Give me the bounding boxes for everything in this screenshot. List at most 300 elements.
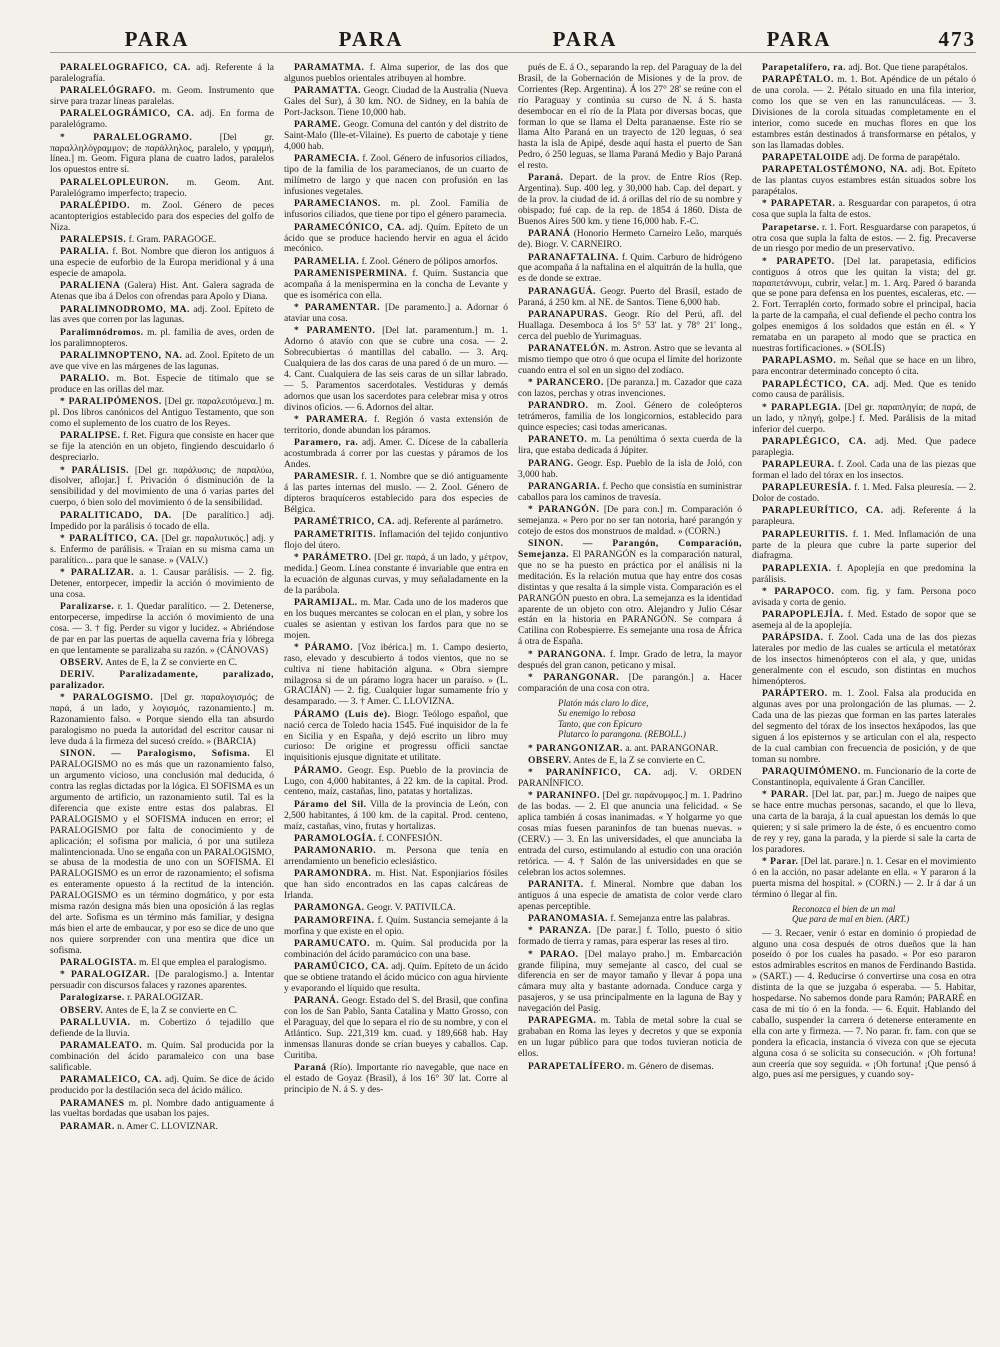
entry-headword: PARALELOGRÁFICO, CA. (60, 63, 191, 73)
entry-definition: adj. En forma de paralelógramo. (50, 109, 274, 131)
entry-definition: adj. De forma de parapétalo. (851, 153, 960, 164)
entry-definition: m. La penúltima ó sexta cuerda de la lira, que estaba dedicada á Júpiter. (518, 435, 742, 457)
entry-headword: PARAPLEXIA. (762, 563, 832, 574)
running-head-col-3: PARA (552, 27, 618, 51)
entry-definition: Geogr. Puerto del Brasil, estado de Paraná, á 250 km. al NE. de Santos. Tiene 6,000 hab. (518, 286, 742, 308)
entry-definition: f. Quím. Carburo de hidrógeno que acompaña á la naftalina en el alquitrán de la hulla, que es de donde se extrae. (518, 252, 742, 285)
entry-definition: [Del lat. parapetasia, edificios contiguos á otros que les quitan la vista; del gr. παραπετάννυμι, cubrir, velar.] m. 1. Arq. Pared ó baranda que se pone para defensa en los puentes, escaleras, etc. — 2. Fort. Terraplén corto, formado sobre el principal, hacia la parte de la campaña, el cual defiende el pecho contra los golpes enemigos á los soldados que están en él. « Y remataba en un parapeto al modo que se practica en nuestras fortificaciones. » (SOLÍS) (752, 256, 976, 354)
dictionary-entry (752, 587, 976, 609)
entry-definition: [Del gr. παραλληλόγραμμον; de παράλληλος, paralelo, y γραμμή, línea.] m. Geom. Figura plana de cuatro lados, paralelos los opuestos entre sí. (50, 132, 274, 176)
running-head (50, 22, 976, 53)
entry-definition: [De parar.] f. Tollo, puesto ó sitio formado de tierra y ramas, para esperar las reses al tiro. (518, 926, 742, 948)
entry-headword: PARALIENA (60, 281, 121, 292)
entry-headword: PARALOGISTA. (60, 957, 137, 968)
entry-definition: f. Zool. Cada una de las dos piezas laterales por medio de las cuales se articula el metatórax de los insectos himenópteros con el ala, y que, unidas generalmente con el escudo, son distintas en muchos himenópteros. (752, 633, 976, 687)
entry-headword: PARAPLÉCTICO, CA. (762, 379, 870, 390)
entry-definition: f. Zool. Género de infusorios ciliados, tipo de la familia de los paramecianos, de un cuarto de milímetro de largo y que nacen con profusión en las infusiones vegetales. (284, 154, 508, 198)
entry-definition: m. Geom. Ant. Paralelógramo imperfecto; trapecio. (50, 177, 274, 199)
dictionary-entry (518, 435, 742, 457)
entry-definition: Geogr. Comuna del cantón y del distrito de Saint-Malo (Ille-et-Vilaine). Es puerto de cabotaje y tiene 4,000 hab. (284, 120, 508, 153)
dictionary-entry (284, 269, 508, 302)
dictionary-entry (284, 303, 508, 325)
entry-definition: f. Alma superior, de las dos que algunos pueblos orientales atribuyen al hombre. (284, 63, 508, 84)
entry-definition: pués de E. á O., separando la rep. del Paraguay de la del Brasil, de la Gobernación de Misiones y de la prov. de Corrientes (Rep. Argentina). Á los 27° 28' se reúne con el río Paraguay y continúa su curso de N. á S. hasta desembocar en el río de la Plata por diversas bocas, que forman lo que se llama el Delta paranaense. Este río se llama Alto Paraná en un trayecto de 120 leguas, ó sea hasta la isla de Apipé, desde aquí hasta el puerto de San Pedro, ó 250 leguas, se llama Paraná Medio y Bajo Paraná el resto. (518, 63, 742, 172)
entry-definition: r. PARALOGIZAR. (127, 993, 204, 1004)
entry-headword: PARAMIJAL. (294, 597, 358, 608)
dictionary-entry (284, 939, 508, 961)
dictionary-entry (518, 950, 742, 1015)
dictionary-entry (284, 962, 508, 995)
entry-definition: m. 1. Bot. Apéndice de un pétalo ó de una corola. — 2. Pétalo situado en una fila interior, como los que se ven en las ranunculáceas. — 3. Divisiones de la corola situadas completamente en el interior, como sucede en muchas flores en que los estambres están destinados á transformarse en pétalos, y son las llamadas dobles. (752, 75, 976, 151)
dictionary-entry (752, 483, 976, 505)
entry-headword: PARALITICADO, DA. (60, 510, 172, 521)
dictionary-entry (284, 120, 508, 153)
entry-definition: [Del gr. παράλυσις; de παραλύω, disolver, aflojar.] f. Privación ó disminución de la sensibilidad y del movimiento de una ó varias partes del cuerpo, ó bien solo del movimiento ó de la sensibilidad. (50, 465, 274, 509)
entry-headword: PARAPLEURESÍA. (762, 483, 852, 494)
entry-headword: * PARALIZAR. (60, 567, 135, 578)
entry-definition: m. 1. Zool. Falsa ala producida en algunas aves por una prolongación de las plumas. — 2. Cada una de las piezas que forman en las partes laterales del segmento del tórax de los insectos hexápodos, las que siguen á los episternos y se articulan con el ala, respecto de la cual cambian con frecuencia de posición, y de que toman su nombre. (752, 689, 976, 765)
entry-headword: Paraná (294, 1063, 327, 1074)
entry-definition: m. Zool. Género de peces acantopterigios establecido para dos especies del golfo de Niza. (50, 200, 274, 233)
dictionary-entry (50, 749, 274, 956)
entry-headword: OBSERV. (60, 1005, 104, 1016)
entry-definition: f. Zool. Género de pólipos amorfos. (361, 256, 498, 267)
dictionary-entry (752, 530, 976, 563)
dictionary-entry (752, 199, 976, 221)
entry-definition: m. Astron. Astro que se levanta al mismo tiempo que otro ó que ocupa el límite del horizonte cuando entra el sol en un signo del zodíaco. (518, 344, 742, 376)
entry-definition: adj. Quím. Epíteto de un ácido que se obtiene tratando el ácido múcico con agua hirviente y evaporando el líquido que resulta. (284, 962, 508, 994)
columns (50, 63, 976, 1333)
dictionary-entry (284, 199, 508, 221)
entry-headword: PÁRAMO (Luis de). (294, 709, 391, 720)
dictionary-entry (284, 834, 508, 845)
entry-headword: PARANITA. (528, 880, 584, 891)
entry-headword: PARAPETALOSTÉMONO, NA. (762, 165, 908, 176)
entry-headword: PARAMONARIO. (294, 846, 377, 857)
entry-headword: PARAMETRITIS. (294, 529, 377, 540)
entry-headword: PARALIMNOPTENO, NA. (60, 350, 183, 361)
entry-headword: PARALELOGRÁMICO, CA. (60, 109, 195, 120)
entry-headword: * PÁRAMO. (294, 642, 354, 653)
entry-headword: PARAPLEURA. (762, 460, 835, 471)
dictionary-entry (518, 287, 742, 309)
entry-definition: m. pl. Zool. Familia de infusorios ciliados, que tiene por tipo el género paramecia. (284, 199, 508, 221)
entry-definition: f. 1. Med. Falsa pleuresía. — 2. Dolor de costado. (752, 483, 976, 505)
entry-headword: * PARALÍTICO, CA. (60, 533, 159, 544)
dictionary-entry (284, 766, 508, 799)
entry-headword: PARAMALEICO, CA. (60, 1075, 162, 1086)
entry-headword: PARÁPTERO. (762, 689, 828, 700)
entry-definition: f. Ret. Figura que consiste en hacer que se fije la atención en un objeto, fingiendo descuidarlo ó despreciarlo. (50, 431, 274, 464)
entry-headword: PARAPLEURÍTICO, CA. (762, 506, 884, 517)
entry-headword: PARALIA. (60, 247, 109, 258)
dictionary-entry (518, 401, 742, 434)
entry-headword: Paramero, ra. (294, 438, 359, 449)
dictionary-entry (518, 1016, 742, 1060)
entry-definition: Geogr. V. PATIVILCA. (366, 903, 456, 914)
entry-headword: PARAMONDRA. (294, 869, 372, 880)
entry-definition: El PARANGÓN es la comparación natural, que no se ha puesto en práctica por el análisis ni la meditación. Es la relación mutua que hay entre dos cosas distintas y que resalta á la simple vista. Comparación es el PARANGÓN puesto en obra. La semejanza es la identidad aparente de un objeto con otro. Alejandro y Julio César están en la historia en PARANGÓN. Se compara á Catilina con Robespierre. Es semejante una rosa de África á otra de España. (518, 550, 742, 648)
dictionary-entry (50, 281, 274, 303)
entry-headword: * PARANGONIZAR. (528, 743, 623, 754)
entry-definition: [Del lat. parare.] n. 1. Cesar en el movimiento ó en la acción, no pasar adelante en ella. « Y pararon á la puerta misma del hospital. » (CORN.) — 2. Ir á dar á un término ó llegar al fin. (752, 857, 976, 900)
dictionary-entry (518, 459, 742, 481)
entry-headword: * PARALOGISMO. (60, 693, 154, 704)
entry-definition: ad. Zool. Epíteto de un ave que vive en las márgenes de las lagunas. (50, 350, 274, 372)
entry-definition: Depart. de la prov. de Entre Ríos (Rep. Argentina). Sup. 400 leg. y 30,000 hab. Cap. del depart. y de la prov. la ciudad de id. á orillas del río de su nombre y obispado; fué cap. de la rep. de 1854 á 1860. Dista de Buenos Aires 500 km. y tiene 16,000 hab. F.-C. (518, 173, 742, 228)
entry-headword: PARAPLÉGICO, CA. (762, 436, 867, 447)
entry-definition: (Galera) Hist. Ant. Galera sagrada de Atenas que iba á Delos con ofrendas para Apolo y Diana. (50, 281, 274, 303)
entry-definition: adj. Quím. Epíteto de un ácido que se produce haciendo hervir en agua el ácido mecónico. (284, 222, 508, 255)
entry-headword: PARAMOLOGÍA. (294, 833, 377, 844)
column-4 (752, 63, 976, 1333)
entry-definition: f. Región ó vasta extensión de territorio, donde abundan los páramos. (284, 415, 508, 436)
dictionary-entry (518, 229, 742, 251)
entry-headword: Parapetalífero, ra. (762, 63, 846, 73)
entry-headword: PARAPEGMA. (528, 1016, 597, 1027)
dictionary-entry (50, 133, 274, 177)
quoted-verse: Reconozca el bien de un mal Que para de mal en bien. (ART.) (792, 903, 910, 925)
dictionary-entry (284, 800, 508, 833)
dictionary-entry (50, 602, 274, 657)
entry-definition: Geogr. Esp. Pueblo de la isla de Joló, con 3,000 hab. (518, 458, 742, 480)
dictionary-entry (518, 650, 742, 672)
dictionary-entry (50, 247, 274, 280)
entry-definition: [De paramento.] a. Adornar ó ataviar una cosa. (284, 303, 508, 325)
dictionary-entry (752, 165, 976, 198)
entry-definition: Villa de la provincia de León, con 2,500 habitantes, á 100 km. de la capital. Prod. centeno, maíz, castañas, vino, frutas y hortalizas. (284, 799, 508, 832)
dictionary-entry (752, 929, 976, 1082)
entry-headword: PARAPLASMO. (762, 356, 837, 367)
entry-headword: * PARAR. (762, 790, 809, 801)
entry-headword: PARALELOPLEURON. (60, 177, 169, 188)
dictionary-entry (284, 326, 508, 413)
entry-headword: PÁRAMO. (294, 765, 343, 776)
entry-headword: PARAMESIR. (294, 472, 359, 483)
entry-headword: PARAME. (294, 120, 341, 131)
dictionary-entry (50, 374, 274, 396)
entry-definition: adj. Med. Que es tenido como causa de parálisis. (752, 379, 976, 401)
dictionary-entry (284, 1063, 508, 1096)
dictionary-entry (518, 505, 742, 538)
entry-definition: [Del lat. paramentum.] m. 1. Adorno ó atavío con que se cubre una cosa. — 2. Sobrecubiertas ó mantillas del caballo. — 3. Arq. Cualquiera de las dos caras de una pared ó de un muro. — 4. Cant. Cualquiera de las seis caras de un sillar labrado. — 5. Paramentos sacerdotales. Vestiduras y demás adornos que usan los sacerdotes para celebrar misa y otros divinos oficios. — 6. Adornos del altar. (284, 326, 508, 413)
dictionary-entry (50, 1099, 274, 1121)
entry-headword: PARAPETALOIDE (762, 153, 850, 164)
entry-definition: adj. Amer. C. Dícese de la caballería acostumbrada á correr por las cuestas y páramos de los Andes. (284, 438, 508, 471)
dictionary-entry (752, 153, 976, 164)
entry-headword: * PARANINFO. (528, 791, 601, 802)
entry-definition: adj. V. ORDEN PARANÍNFICO. (518, 768, 742, 790)
entry-definition: r. 1. Fort. Resguardarse con parapetos, ú otra cosa que supla la falta de estos. — 2. fig. Precaverse de un riesgo por medio de un preservativo. (752, 222, 976, 255)
entry-headword: PARAMORFINA. (294, 915, 375, 926)
entry-headword: PARANG. (528, 458, 574, 469)
dictionary-entry (518, 344, 742, 377)
entry-headword: PARALIPSE. (60, 431, 121, 442)
entry-definition: [Del gr. παραλογισμός; de παρά, á un lado, y λογισμός, razonamiento.] m. Razonamiento falso. « Porque siendo ella tan absurdo paralogismo no pueda la autoridad del escritor causar ni leve duda á la firmeza del sucesó creído. » (BARCIA) (50, 693, 274, 748)
dictionary-entry (518, 673, 742, 695)
entry-definition: [Del gr. παραλυτικός.] adj. y s. Enfermo de parálisis. « Traían en su misma cama un paralítico... para que le sanase. » (VALV.) (50, 533, 274, 566)
dictionary-entry (752, 610, 976, 632)
entry-headword: OBSERV. (60, 657, 104, 668)
dictionary-entry (50, 351, 274, 373)
entry-definition: f. Zool. Cada una de las piezas que forman el lado del tórax en los insectos. (752, 460, 976, 481)
dictionary-entry (752, 767, 976, 789)
entry-definition: m. Hist. Nat. Esponjiarios fósiles que han sido encontrados en las capas calcáreas de Irlanda. (284, 869, 508, 902)
dictionary-entry (50, 670, 274, 692)
dictionary-entry (50, 178, 274, 200)
dictionary-entry (284, 903, 508, 914)
entry-headword: PARANETO. (528, 435, 588, 446)
running-head-col-1: PARA (124, 27, 190, 51)
entry-definition: adj. Referente á la paralelografía. (50, 63, 274, 84)
entry-definition: adj. Bot. Que tiene parapétalos. (848, 63, 968, 73)
dictionary-entry (50, 109, 274, 131)
dictionary-entry (752, 356, 976, 378)
entry-definition: f. Med. Estado de sopor que se asemeja al de la apoplejía. (752, 610, 976, 632)
entry-headword: PARALELÓGRAFO. (60, 86, 156, 97)
entry-headword: PARALIMNODROMO, MA. (60, 304, 190, 315)
entry-headword: Paralogizarse. (60, 993, 125, 1004)
entry-headword: Paraná. (528, 173, 564, 184)
entry-headword: PARAPOPLEJÍA. (762, 610, 844, 621)
entry-headword: SINON. — Paralogismo, Sofisma. (60, 749, 251, 760)
entry-headword: * PARANCERO. (528, 378, 604, 389)
entry-definition: [Del gr. παράνυμφος.] m. 1. Padrino de las bodas. — 2. El que anuncia una felicidad. « Se aplica también á cosas inanimadas. « Y holgarme yo que cosas mías fuesen paraninfos de tan buenas nuevas. » (CERV.) — 3. En las universidades, el que anunciaba la entrada del curso, estimulando al estudio con una oración retórica. — 4. † Salón de las universidades en que se celebran los actos solemnes. (518, 791, 742, 878)
dictionary-entry (50, 658, 274, 669)
entry-headword: * PARAMENTAR. (294, 303, 380, 314)
entry-definition: f. Pecho que consistía en suministrar caballos para los caminos de travesía. (518, 481, 742, 503)
entry-definition: [Voz ibérica.] m. 1. Campo desierto, raso, elevado y descubierto á todos vientos, que no se cultiva ni tiene habitación alguna. « Obra siempre milagrosa si de un páramo logra hacer un paraíso. » (L. GRACIÁN) — 2. fig. Cualquier lugar sumamente frío y desamparado. — 3. † Amer. C. LLOVIZNA. (284, 642, 508, 708)
entry-definition: [Del malayo praho.] m. Embarcación grande filipina, muy semejante al casco, del cual se diferencia en ser de mayor tamaño y llevar á popa una cámara muy alta y bastante adornada. Conduce carga y pasajeros, y se usa principalmente en la laguna de Bay y navegación del Pasig. (518, 949, 742, 1015)
dictionary-entry (518, 926, 742, 948)
entry-definition: adj. Bot. Epíteto de las plantas cuyos estambres están situados sobre los parapétalos. (752, 165, 976, 198)
dictionary-entry (518, 1062, 742, 1073)
entry-definition: (Honorio Hermeto Carneiro Leão, marqués de). Biogr. V. CARNEIRO. (518, 229, 742, 251)
entry-definition: f. Bot. Nombre que dieron los antiguos á una especie de euforbio de la Europa meridional y á una especie de amapola. (50, 247, 274, 280)
dictionary-entry (752, 63, 976, 74)
dictionary-entry (752, 403, 976, 436)
entry-definition: [De para con.] m. Comparación ó semejanza. « Pero por no ser tan notoria, haré parangón y cotejo de estos dos monstruos de maldad. » (CORN.) (518, 505, 742, 537)
entry-definition: Geogr. Río del Perú, afl. del Huallaga. Desemboca á los 5° 53' lat. y 78° 21' long., cerca del pueblo de Yurimaguas. (518, 309, 742, 342)
entry-definition: f. 1. Nombre que se dió antiguamente á las partes internas del muslo. — 2. Zool. Género de dípteros braquíceros establecido para dos especies de Bélgica. (284, 472, 508, 516)
entry-headword: * PARALELOGRAMO. (60, 132, 193, 143)
dictionary-entry (284, 530, 508, 552)
entry-headword: * PARAPETO. (762, 256, 835, 267)
dictionary-entry (284, 553, 508, 597)
entry-headword: * PARAO. (528, 949, 579, 960)
dictionary-entry (752, 564, 976, 586)
entry-headword: PARAMECÓNICO, CA. (294, 222, 405, 233)
dictionary-entry (50, 201, 274, 234)
entry-headword: PARALLUVIA. (60, 1018, 131, 1029)
entry-definition: f. Mineral. Nombre que daban los antiguos á una especie de amatista de color verde claro apenas perceptible. (518, 880, 742, 912)
dictionary-entry (752, 460, 976, 482)
entry-headword: PARAPÉTALO. (762, 75, 834, 86)
entry-headword: PARAMECIA. (294, 154, 360, 165)
entry-headword: * PARÁMETRO. (294, 552, 372, 563)
entry-definition: m. Persona que tenía en arrendamiento un beneficio eclesiástico. (284, 846, 508, 868)
entry-definition: m. Bot. Especie de titimalo que se produce en las orillas del mar. (50, 374, 274, 396)
entry-headword: PARAMUCATO. (294, 938, 370, 949)
entry-headword: PARALÉPIDO. (60, 200, 130, 211)
entry-headword: PARANATELÓN. (528, 344, 609, 354)
dictionary-entry (518, 63, 742, 172)
dictionary-entry (50, 1075, 274, 1097)
entry-headword: PARAMECIANOS. (294, 199, 381, 210)
dictionary-entry (752, 857, 976, 901)
entry-headword: * PARAMENTO. (294, 326, 376, 337)
entry-definition: [De paralítico.] adj. Impedido por la parálisis ó tocado de ella. (50, 510, 274, 532)
dictionary-entry (752, 506, 976, 528)
dictionary-entry (50, 397, 274, 430)
dictionary-entry (518, 482, 742, 504)
entry-headword: PARAMENISPERMINA. (294, 269, 408, 280)
entry-headword: PARAMANES (60, 1098, 125, 1109)
entry-headword: PARANGARIA. (528, 481, 601, 492)
dictionary-entry (284, 415, 508, 437)
entry-headword: PARANDRO. (528, 401, 589, 412)
dictionary-entry (284, 223, 508, 256)
entry-definition: El PARALOGISMO no es más que un razonamiento falso, un argumento vicioso, una conclusión mal deducida, ó contra las reglas dictadas por la lógica. El SOFISMA es un argumento de artificio, un razonamiento sutil. Tal es la diferencia que existe entre estas dos palabras. El PARALOGISMO y el SOFISMA inducen en error; el PARALOGISMO por falta de conocimiento y de aplicación; el sofisma por malicia, ó por una sutileza malintencionada. Uno se engaña con un PARALOGISMO, se abusa de la modestia de uno con un SOFISMA. El PARALOGISMO es un error de razonamiento; el sofisma es enteramente opuesto á la rectitud de la intención. PARALOGISMO es un término dogmático, y por esta misma razón designa más bien una oposición á las reglas del arte. Sofisma es un término más familiar, y designa más bien el arte de embaucar, y por eso se dice de uno que nos quiere sorprender con una mentira que dice un sofisma. (50, 749, 274, 956)
entry-definition: m. Zool. Género de coleópteros tetrámeros, familia de los longicornios, establecido para quince especies; casi todas americanas. (518, 401, 742, 434)
entry-headword: Paralizarse. (60, 602, 115, 613)
dictionary-entry (752, 633, 976, 688)
entry-headword: PARANAFTALINA. (528, 252, 619, 263)
entry-definition: [De paranza.] m. Cazador que caza con lazos, perchas y otras invenciones. (518, 378, 742, 400)
dictionary-entry (752, 689, 976, 765)
dictionary-entry (752, 75, 976, 151)
entry-definition: Geogr. Ciudad de la Australia (Nueva Gales del Sur), á 30 km. NO. de Sidney, en la bahía de Port-Jackson. Tiene 10,000 hab. (284, 86, 508, 119)
dictionary-entry (50, 1018, 274, 1040)
entry-headword: PARAPETALÍFERO. (528, 1061, 625, 1072)
dictionary-entry (518, 756, 742, 767)
dictionary-entry (50, 328, 274, 350)
entry-headword: PARAMELIA. (294, 256, 360, 267)
dictionary-entry (50, 235, 274, 246)
dictionary-entry (284, 710, 508, 765)
entry-headword: PARAMALEATO. (60, 1041, 143, 1052)
dictionary-entry (284, 869, 508, 902)
entry-headword: PARAMONGA. (294, 903, 365, 914)
entry-definition: adj. Quím. Se dice de ácido producido por la destilación seca del ácido málico. (50, 1075, 274, 1097)
entry-headword: PARALEPSIS. (60, 234, 127, 245)
entry-headword: PARANOMASIA. (528, 914, 608, 925)
entry-definition: Antes de E, la Z se convierte en C. (105, 657, 238, 668)
entry-definition: m. Tabla de metal sobre la cual se grababan en Roma las leyes y decretos y que se exponía en un lugar público para que todos tuvieran noticia de ellos. (518, 1016, 742, 1060)
entry-headword: * PARANGONAR. (528, 672, 620, 683)
dictionary-entry (518, 310, 742, 343)
running-head-col-4: PARA (766, 27, 832, 51)
dictionary-entry (50, 534, 274, 567)
entry-definition: m. Geom. Instrumento que sirve para trazar líneas paralelas. (50, 86, 274, 108)
entry-definition: — 3. Recaer, venir ó estar en dominio ó propiedad de alguno una cosa después de otros dueños que la han poseído ó por los cuales ha pasado. « Por eso pararon estos admirables escritos en manos de Ferdinando Bastida. » (SART.) — 4. Reducirse ó convertirse una cosa en otra distinta de la que se juzgaba ó esperaba. — 5. Habitar, hospedarse. No sabemos donde para Ramón; PARARÉ en casa de mi tío ó en la fonda. — 6. Equit. Hablando del caballo, suspender la carrera ó detenerse enteramente en ella con arte y firmeza. — 7. No parar. fr. fam. con que se pondera la eficacia, instancia ó viveza con que se ejecuta alguna cosa ó se solicita su consecución. « ¡Oh fortuna! aun creería que soy seguida. « ¡Oh fortuna! ¡Que pensó á algo, pues así me persigues, y cuando soy- (752, 928, 976, 1081)
dictionary-entry (50, 1006, 274, 1017)
dictionary-entry (284, 996, 508, 1061)
entry-definition: m. Cobertizo ó tejadillo que defiende de la lluvia. (50, 1018, 274, 1039)
entry-headword: SINON. — Parangón, Comparación, Semejanza. (518, 539, 742, 561)
entry-definition: (Río). Importante río navegable, que nace en el estado de Goyaz (Brasil), á los 16° 30' lat. Corre al principio de N. á S. y des- (284, 1063, 508, 1095)
dictionary-entry (284, 846, 508, 868)
entry-headword: PARAMÉTRICO, CA. (294, 517, 395, 528)
dictionary-entry (284, 86, 508, 119)
dictionary-entry (50, 970, 274, 992)
entry-headword: OBSERV. (528, 755, 572, 766)
entry-headword: * PARALIPÓMENOS. (60, 397, 162, 408)
dictionary-entry (284, 517, 508, 528)
dictionary-entry (50, 693, 274, 748)
entry-definition: m. pl. Nombre dado antiguamente á las vueltas bordadas que usaban los pajes. (50, 1098, 274, 1120)
entry-definition: [Del gr. παραπληγία; de παρά, de un lado, y πληγή, golpe.] f. Med. Parálisis de la mitad inferior del cuerpo. (752, 402, 976, 435)
entry-definition: m. Funcionario de la corte de Constantinopla, equivalente á Gran Canciller. (752, 767, 976, 788)
dictionary-entry (518, 744, 742, 755)
column-2 (284, 63, 508, 1333)
entry-definition: m. Señal que se hace en un libro, para encontrar determinado concepto ó cita. (752, 356, 976, 378)
entry-definition: a. 1. Causar parálisis. — 2. fig. Detener, entorpecer, impedir la acción ó movimiento de una cosa. (50, 567, 274, 600)
entry-definition: n. Amer C. LLOVIZNAR. (117, 1121, 218, 1132)
entry-definition: f. Quím. Sustancia que acompaña á la menispermina en la concha de Levante y que es isomérica con ella. (284, 269, 508, 301)
entry-headword: * PARÁLISIS. (60, 465, 129, 476)
entry-definition: [Del lat. par, par.] m. Juego de naipes que se hace entre muchas personas, sacando, el que lo lleva, una carta de la baraja, á la cual apuestan los demás lo que quieren; y si sale primero la de éste, ó es encuentro como de rey y rey, gana la parada, y la pierde si sale la carta de los paradores. (752, 790, 976, 855)
dictionary-entry (752, 223, 976, 256)
entry-definition: Inflamación del tejido conjuntivo flojo del útero. (284, 529, 508, 551)
entry-headword: * PARANÍNFICO, CA. (528, 768, 652, 779)
entry-definition: adj. Zool. Epíteto de las aves que corren por las lagunas. (50, 304, 274, 326)
entry-headword: DERIV. Paralizadamente, paralizado, paralizador. (50, 670, 274, 692)
entry-headword: * PARAPLEGIA. (762, 402, 842, 413)
entry-headword: * PARALOGIZAR. (60, 970, 150, 981)
entry-headword: PARAMATTA. (294, 86, 362, 97)
dictionary-entry (518, 880, 742, 913)
entry-definition: com. fig. y fam. Persona poco avisada y corta de genio. (752, 586, 976, 608)
entry-definition: m. El que emplea el paralogismo. (139, 957, 267, 968)
entry-definition: a. Resguardar con parapetos, ú otra cosa que supla la falta de estos. (752, 199, 976, 221)
dictionary-entry (518, 539, 742, 648)
entry-definition: Geogr. Esp. Pueblo de la provincia de Lugo, con 4,000 habitantes, á 22 km. de la capital. Prod. centeno, maíz, castañas, lino, patatas y hortalizas. (284, 765, 508, 798)
entry-definition: m. Quím. Sal producida por la combinación del ácido paramúcico con una base. (284, 938, 508, 960)
entry-definition: f. 1. Med. Inflamación de una parte de la pleura que cubre la parte superior del diafragma. (752, 529, 976, 562)
dictionary-entry (284, 598, 508, 642)
column-3 (518, 63, 742, 1333)
entry-definition: f. CONFESIÓN. (378, 833, 443, 844)
dictionary-entry (752, 437, 976, 459)
quoted-verse: Platón más claro lo dice, Su enemigo lo rebosa Tanto, que con Epicuro Plutarco lo parangona. (REBOLL.) (558, 697, 686, 740)
dictionary-entry (518, 378, 742, 400)
entry-definition: f. Impr. Grado de letra, la mayor después del gran canon, peticano y misal. (518, 649, 742, 671)
entry-definition: f. Gram. PARAGOGE. (128, 234, 217, 245)
entry-definition: Biogr. Teólogo español, que nació cerca de Toledo hacia 1545. Fué inquisidor de la fe en Sicilia y en España, y dejó escrito un libro muy curioso: De origine et progressu officii sanctae inquisitionis ejusque dignitate et utilitate. (284, 709, 508, 764)
dictionary-entry (50, 431, 274, 464)
dictionary-entry (50, 1122, 274, 1133)
entry-headword: PARÁPSIDA. (762, 633, 824, 644)
dictionary-entry (50, 466, 274, 510)
entry-definition: [Del gr. παρά, á un lado, y μέτρον, medida.] Geom. Línea constante é invariable que entra en la ecuación de algunas curvas, y muy señaladamente en la de la parábola. (284, 552, 508, 596)
entry-definition: f. Apoplejía en que predomina la parálisis. (752, 563, 976, 585)
dictionary-entry (284, 257, 508, 268)
entry-definition: [De paralogismo.] a. Intentar persuadir con discursos falaces y razones aparentes. (50, 970, 274, 992)
entry-definition: [De parangón.] a. Hacer comparación de una cosa con otra. (518, 672, 742, 694)
dictionary-entry (518, 173, 742, 228)
dictionary-entry (284, 472, 508, 516)
dictionary-entry (50, 511, 274, 533)
entry-headword: Parapetarse. (762, 222, 820, 233)
entry-definition: Antes de E, la Z se convierte en C. (105, 1005, 238, 1016)
dictionary-entry (50, 305, 274, 327)
entry-headword: * PARANGÓN. (528, 505, 600, 516)
dictionary-entry (284, 63, 508, 85)
entry-headword: Páramo del Sil. (294, 799, 367, 810)
page-number: 473 (938, 27, 976, 51)
entry-definition: Antes de E, la Z se convierte en C. (573, 755, 706, 766)
